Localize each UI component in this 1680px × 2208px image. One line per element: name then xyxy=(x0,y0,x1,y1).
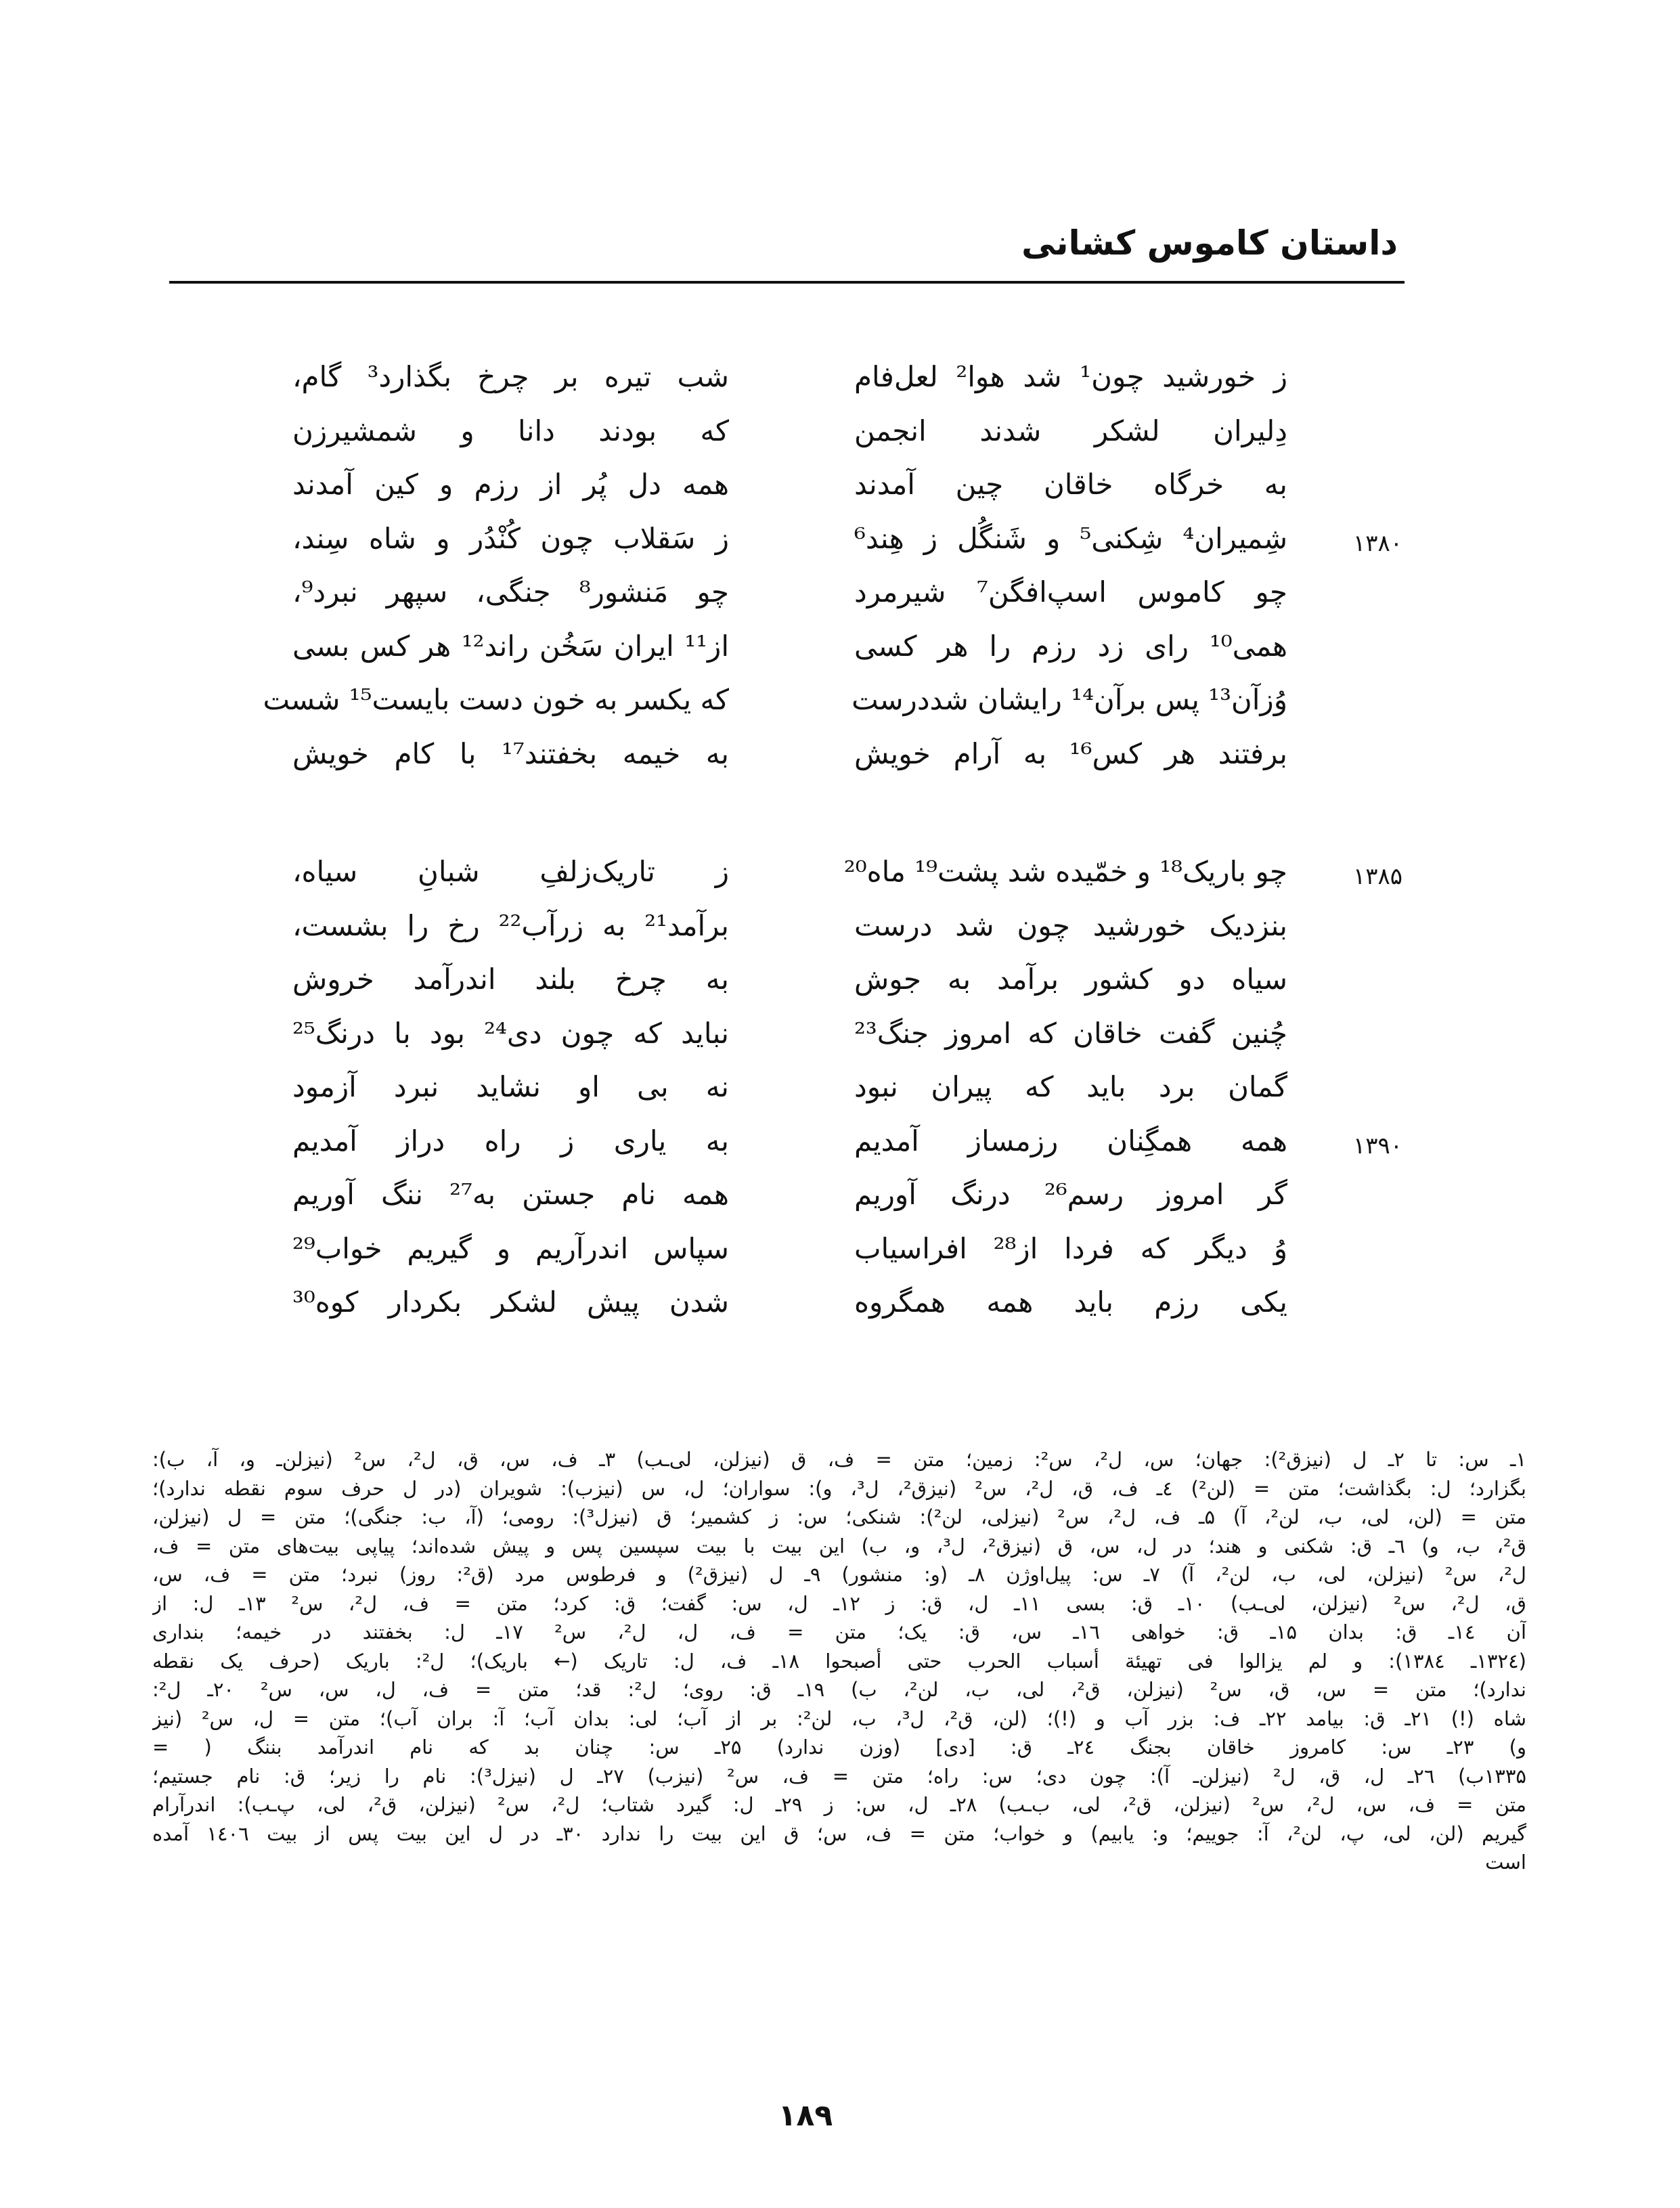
hemistich-first: وُ دیگر که فردا از²⁸ افراسیاب xyxy=(854,1231,1287,1265)
footnote-line: ۱ـ س: تا ۲ـ ل (نیزق²): جهان؛ س، ل²، س²: زمین؛ متن = ف، ق (نیزلن، لی‌ـب) ۳ـ ف، س، ق، ل²، س² (نیزلن‌ـ و، آ، ب): xyxy=(152,1448,1526,1471)
hemistich-second: ز سَقلاب چون کُنْدُر و شاه سِند، xyxy=(292,521,729,555)
verse-row xyxy=(0,683,1680,737)
verse-row xyxy=(0,1124,1680,1178)
hemistich-second: شدن پیش لشکر بکردار کوه³⁰ xyxy=(292,1285,729,1319)
footnote-line: بگزارد؛ ل: بگذاشت؛ متن = (لن²) ٤ـ ف، ق، ل²، س² (نیزق²، ل³، و): سواران؛ ل، س (نیزب): شویران (در ل حرف سوم نقطه ندارد)؛ xyxy=(152,1476,1526,1500)
hemistich-first: همی¹⁰ رای زد رزم را هر کسی xyxy=(854,629,1287,663)
footnote-line: ق، ل²، س² (نیزلن، لی‌ـب) ۱۰ـ ق: بسی ۱۱ـ ل، ق: ز ۱۲ـ ل، س: گفت؛ ق: کرد؛ متن = ف، ل²، س² ۱۳ـ ل: از xyxy=(152,1591,1526,1615)
footnote-line: آن ۱٤ـ ق: بدان ۱۵ـ ق: خواهی ۱٦ـ س، ق: یک؛ متن = ف، ل، ل²، س² ۱۷ـ ل: بخفتند در خیمه؛ بنداری xyxy=(152,1620,1526,1643)
verse-row xyxy=(0,855,1680,909)
hemistich-second: همه دل پُر از رزم و کین آمدند xyxy=(292,468,729,501)
footnote-line: و) ۲۳ـ س: کامروز خاقان بجنگ ۲٤ـ ق: [دی] (وزن ندارد) ۲۵ـ س: چنان بد که نام اندرآمد بننگ ( = xyxy=(152,1736,1526,1759)
verse-row xyxy=(0,1070,1680,1124)
hemistich-first: چو باریک¹⁸ و خمّیده شد پشت¹⁹ ماه²⁰ xyxy=(843,855,1287,888)
hemistich-second: نباید که چون دی²⁴ بود با درنگ²⁵ xyxy=(292,1016,729,1050)
footnote-line: متن = ف، س، ل²، س² (نیزلن، ق²، لی، ب‌ـب) ۲۸ـ ل، س: ز ۲۹ـ ل: گیرد شتاب؛ ل²، س² (نیزلن، ق²، لی، پ‌ـب): اندرآرام xyxy=(152,1793,1526,1816)
footnote-line: ندارد)؛ متن = س، ق، س² (نیزلن، ق²، لی، ب، لن²، ب) ۱۹ـ ق: روی؛ ل²: قد؛ متن = ف، ل، س، س² ۲۰ـ ل²: xyxy=(152,1678,1526,1701)
verse-row xyxy=(0,522,1680,576)
verse-row xyxy=(0,360,1680,414)
running-header-title: داستان کاموس کشانی xyxy=(1021,223,1398,263)
hemistich-first: چو کاموس اسپ‌افگن⁷ شیرمرد xyxy=(854,575,1287,609)
hemistich-second: همه نام جستن به²⁷ ننگ آوریم xyxy=(292,1178,730,1211)
hemistich-second: چو مَنشور⁸ جنگی، سپهر نبرد⁹، xyxy=(292,575,729,609)
hemistich-first: ز خورشید چون¹ شد هوا² لعل‌فام xyxy=(854,360,1287,393)
header-rule xyxy=(169,281,1405,284)
footnote-line: ل²، س² (نیزلن، لی، ب، لن²، آ) ۷ـ س: پیل‌اوژن ۸ـ (و: منشور) ۹ـ ل (نیزق²) و فرطوس مرد (ق²: روز) نبرد؛ متن = ف، س، xyxy=(152,1563,1526,1586)
verse-number: ۱۳۸۰ xyxy=(1352,529,1402,557)
verse-row xyxy=(0,909,1680,963)
hemistich-first: چُنین گفت خاقان که امروز جنگ²³ xyxy=(854,1016,1287,1050)
verse-row xyxy=(0,1178,1680,1232)
footnote-line: متن = (لن، لی، ب، لن²، آ) ۵ـ ف، ل²، س² (نیزلی، لن²): شنکی؛ س: ز کشمیر؛ ق (نیزل³): رومی؛ (آ، ب: جنگی)؛ متن = ل (نیزلن، xyxy=(152,1505,1526,1528)
hemistich-first: دِلیران لشکر شدند انجمن xyxy=(854,414,1287,447)
hemistich-first: یکی رزم باید همه همگروه xyxy=(854,1285,1287,1319)
hemistich-second: سپاس اندرآریم و گیریم خواب²⁹ xyxy=(292,1231,729,1265)
hemistich-second: که یکسر به خون دست بایست¹⁵ شست xyxy=(263,683,729,716)
verse-row xyxy=(0,468,1680,522)
hemistich-second: به یاری ز راه دراز آمدیم xyxy=(292,1124,729,1157)
hemistich-first: همه همگِنان رزمساز آمدیم xyxy=(854,1124,1287,1157)
verse-row xyxy=(0,575,1680,630)
footnote-line: گیریم (لن، لی، پ، لن²، آ: جوییم؛ و: یابیم) و خواب؛ متن = ف، س؛ ق این بیت را ندارد ۳۰ـ در ل این بیت پس از بیت ۱٤۰٦ آمده xyxy=(152,1821,1526,1845)
hemistich-second: ز تاریک‌زلفِ شبانِ سیاه، xyxy=(292,855,729,888)
hemistich-second: از¹¹ ایران سَخُن راند¹² هر کس بسی xyxy=(292,629,729,663)
hemistich-second: شب تیره بر چرخ بگذارد³ گام، xyxy=(292,360,729,393)
hemistich-first: گر امروز رسم²⁶ درنگ آوریم xyxy=(854,1178,1288,1211)
footnote-line: شاه (!) ۲۱ـ ق: بیامد ۲۲ـ ف: بزر آب و (!)؛ (لن، ق²، ل³، ب، لن²: بر از آب؛ لی: بدان آب؛ آ: بران آب)؛ متن = ل، س² (نیز xyxy=(152,1706,1526,1730)
hemistich-first: بنزدیک خورشید چون شد درست xyxy=(854,908,1287,942)
verse-number: ۱۳۸۵ xyxy=(1352,863,1402,890)
verse-row xyxy=(0,414,1680,468)
hemistich-second: به خیمه بخفتند¹⁷ با کام خویش xyxy=(292,736,729,770)
hemistich-first: به خرگاه خاقان چین آمدند xyxy=(854,468,1287,501)
hemistich-first: وُزآن¹³ پس برآن¹⁴ رایشان شددرست xyxy=(852,683,1287,716)
verse-row xyxy=(0,737,1680,791)
footnote-line: ۱۳۳۵ب) ۲٦ـ ل، ق، ل² (نیزلن‌ـ آ): چون دی؛ س: راه؛ متن = ف، س² (نیزب) ۲۷ـ ل (نیزل³): نام را زیر؛ ق: نام جستیم؛ xyxy=(152,1764,1526,1788)
verse-row xyxy=(0,1017,1680,1071)
verse-row xyxy=(0,630,1680,684)
hemistich-second: برآمد²¹ به زرآب²² رخ را بشست، xyxy=(292,908,729,942)
footnotes xyxy=(152,1445,1526,1877)
hemistich-second: که بودند دانا و شمشیرزن xyxy=(292,414,729,447)
hemistich-first: گمان برد باید که پیران نبود xyxy=(854,1070,1287,1103)
verse-number: ۱۳۹۰ xyxy=(1352,1132,1402,1160)
hemistich-second: نه بی او نشاید نبرد آزمود xyxy=(292,1070,729,1103)
hemistich-first: سیاه دو کشور برآمد به جوش xyxy=(854,963,1287,996)
verse-row xyxy=(0,963,1680,1017)
footnote-line: است xyxy=(1485,1851,1526,1874)
page-number: ۱۸۹ xyxy=(778,2098,833,2133)
footnote-line: (۱۳۲٤ـ ۱۳۸٤): و لم یزالوا فی تهیئة أسباب الحرب حتی أصبحوا ۱۸ـ ف، ل: تاریک (← باریک)؛ ل²: باریک (حرف یک نقطه xyxy=(152,1649,1526,1673)
hemistich-second: به چرخ بلند اندرآمد خروش xyxy=(292,963,729,996)
verse-row xyxy=(0,1232,1680,1286)
hemistich-first: برفتند هر کس¹⁶ به آرام خویش xyxy=(854,736,1288,770)
verse-row xyxy=(0,1285,1680,1340)
footnote-line: ق²، ب، و) ٦ـ ق: شکنی و هند؛ در ل، س، ق (نیزق²، ل³، و، ب) این بیت با بیت سپسین پس و پیش شده‌اند؛ پیاپی بیت‌های متن = ف، xyxy=(152,1534,1526,1558)
hemistich-first: شِمیران⁴ شِکنی⁵ و شَنگُل ز هِند⁶ xyxy=(854,521,1288,555)
